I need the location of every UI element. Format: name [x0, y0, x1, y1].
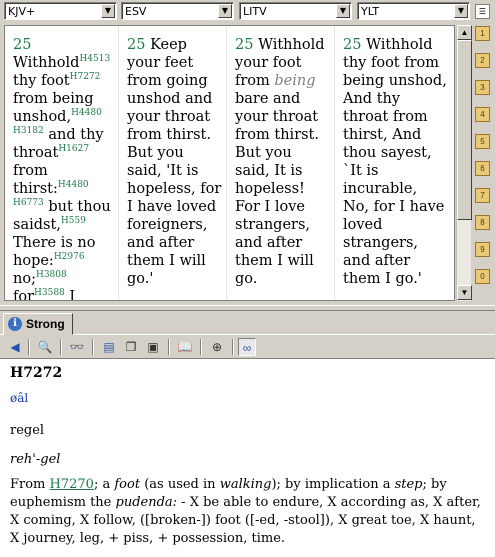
def-text: ; by euphemism the [10, 477, 447, 510]
kjv-word: but thou saidst, [13, 199, 111, 233]
binoculars-icon[interactable]: 👓 [69, 340, 85, 354]
kjv-word: from being unshod, [13, 91, 94, 125]
transliteration: regel [10, 423, 45, 438]
strong-ref[interactable]: H4513 [79, 54, 111, 65]
version-select-1[interactable] [4, 2, 117, 20]
scroll-down-icon[interactable]: ▼ [457, 285, 472, 300]
copy-list-icon[interactable]: ▤ [103, 340, 115, 354]
bookmark-3-icon[interactable]: 3 [475, 80, 490, 95]
kjv-word: There is no hope: [13, 235, 96, 269]
version-select-2[interactable] [121, 2, 234, 20]
strong-toolbar [0, 336, 495, 358]
kjv-word: Withhold [13, 55, 80, 71]
back-arrow-icon[interactable]: ◀ [10, 340, 20, 354]
strong-ref[interactable]: H7272 [69, 72, 101, 83]
scroll-thumb[interactable] [457, 40, 472, 220]
verse-columns [4, 25, 455, 301]
version-select-1-value: KJV+ [8, 5, 36, 18]
def-italic: walking [219, 477, 272, 492]
chevron-down-icon[interactable]: ▼ [218, 4, 232, 18]
bookmark-0-icon[interactable]: 0 [475, 269, 490, 284]
bookmark-1-icon[interactable]: 1 [475, 26, 490, 41]
kjv-column [5, 26, 119, 301]
ylt-column [335, 26, 451, 301]
bookmark-toolbar [472, 2, 493, 302]
kjv-word: I [69, 289, 76, 301]
hebrew-word: øâl [10, 391, 29, 405]
vertical-scrollbar[interactable] [456, 25, 471, 301]
toolbar-separator [232, 339, 234, 355]
kjv-word: from thirst: [13, 163, 58, 197]
def-text: (as used in [140, 477, 220, 492]
search-window-icon[interactable]: 🔍 [37, 340, 53, 354]
bookmark-7-icon[interactable]: 7 [475, 188, 490, 203]
chevron-down-icon[interactable]: ▼ [454, 4, 468, 18]
version-select-3[interactable] [239, 2, 352, 20]
version-selector-row [4, 2, 470, 20]
tab-strong[interactable] [3, 313, 73, 335]
def-text: ); by implication a [271, 477, 395, 492]
verse-number[interactable]: 25 [13, 37, 32, 53]
print-icon[interactable]: ▣ [147, 340, 159, 354]
ylt-text: Withhold thy foot from being unshod, And thy throat from thirst, And thou sayest, `It is incurable, No, for I have loved strangers, and after them I go.' [343, 37, 447, 287]
version-select-3-value: LITV [243, 5, 267, 18]
tab-strip [0, 311, 495, 335]
strong-ref[interactable]: H3808 [35, 270, 67, 281]
verse-number[interactable]: 25 [235, 37, 254, 53]
litv-text-post: bare and your throat from thirst. But you said, It is hopeless! For I love strangers, and after them I will go. [235, 91, 319, 287]
litv-column [227, 26, 335, 301]
esv-text: Keep your feet from going unshod and your throat from thirst. But you said, 'It is hopeless, for I have loved foreigners, and after them I will go.' [127, 37, 222, 287]
kjv-word: thy foot [13, 73, 70, 89]
strong-ref[interactable]: H4480 H6773 [13, 180, 89, 209]
strong-ref[interactable]: H4480 H3182 [13, 108, 102, 137]
def-text: - X be able to endure, X according as, X after, X coming, X follow, ([broken-]) foot ([-ed, -stool]), X great toe, X haunt, X journey, leg, + piss, + possession, time. [10, 495, 481, 546]
verse-number[interactable]: 25 [127, 37, 146, 53]
zoom-icon[interactable]: ⊕ [211, 340, 223, 354]
esv-column [119, 26, 227, 301]
strong-ref[interactable]: H1627 [58, 144, 90, 155]
bookmark-2-icon[interactable]: 2 [475, 53, 490, 68]
bookmark-4-icon[interactable]: 4 [475, 107, 490, 122]
kjv-word: for [13, 289, 35, 301]
copy-icon[interactable]: ❐ [125, 340, 137, 354]
version-select-4[interactable] [357, 2, 470, 20]
kjv-word: no; [13, 271, 36, 287]
scroll-up-icon[interactable]: ▲ [457, 25, 472, 40]
chevron-down-icon[interactable]: ▼ [101, 4, 115, 18]
toolbar-separator [28, 339, 30, 355]
kjv-word: and thy throat [13, 127, 104, 161]
list-menu-icon[interactable]: ☰ [475, 4, 490, 19]
strong-link[interactable]: H7270 [49, 477, 94, 492]
litv-italic-word: being [274, 73, 316, 89]
def-text: From [10, 477, 50, 492]
version-select-4-value: YLT [361, 5, 380, 18]
chevron-down-icon[interactable]: ▼ [336, 4, 350, 18]
definition [10, 476, 485, 548]
toolbar-separator [92, 339, 94, 355]
litv-text-pre: Withhold your foot from [235, 37, 325, 89]
bookmark-8-icon[interactable]: 8 [475, 215, 490, 230]
strong-ref[interactable]: H559 [60, 216, 86, 227]
def-italic: pudenda: [115, 495, 178, 510]
pronunciation: reh'-gel [10, 452, 61, 467]
bookmark-5-icon[interactable]: 5 [475, 134, 490, 149]
strong-number: H7272 [10, 365, 63, 381]
book-icon[interactable]: 📖 [177, 340, 193, 354]
def-text: ; a [93, 477, 115, 492]
toolbar-separator [60, 339, 62, 355]
strong-definition-panel [0, 358, 495, 557]
tab-strong-label: Strong [26, 317, 65, 331]
toolbar-separator [200, 339, 202, 355]
version-select-2-value: ESV [125, 5, 147, 18]
link-icon[interactable]: ∞ [238, 338, 256, 356]
def-italic: foot [114, 477, 141, 492]
verse-number[interactable]: 25 [343, 37, 362, 53]
bookmark-6-icon[interactable]: 6 [475, 161, 490, 176]
info-icon: i [8, 317, 22, 331]
def-italic: step [394, 477, 423, 492]
bookmark-9-icon[interactable]: 9 [475, 242, 490, 257]
toolbar-separator [168, 339, 170, 355]
strong-ref[interactable]: H3588 [34, 288, 65, 299]
strong-ref[interactable]: H2976 [53, 252, 85, 263]
